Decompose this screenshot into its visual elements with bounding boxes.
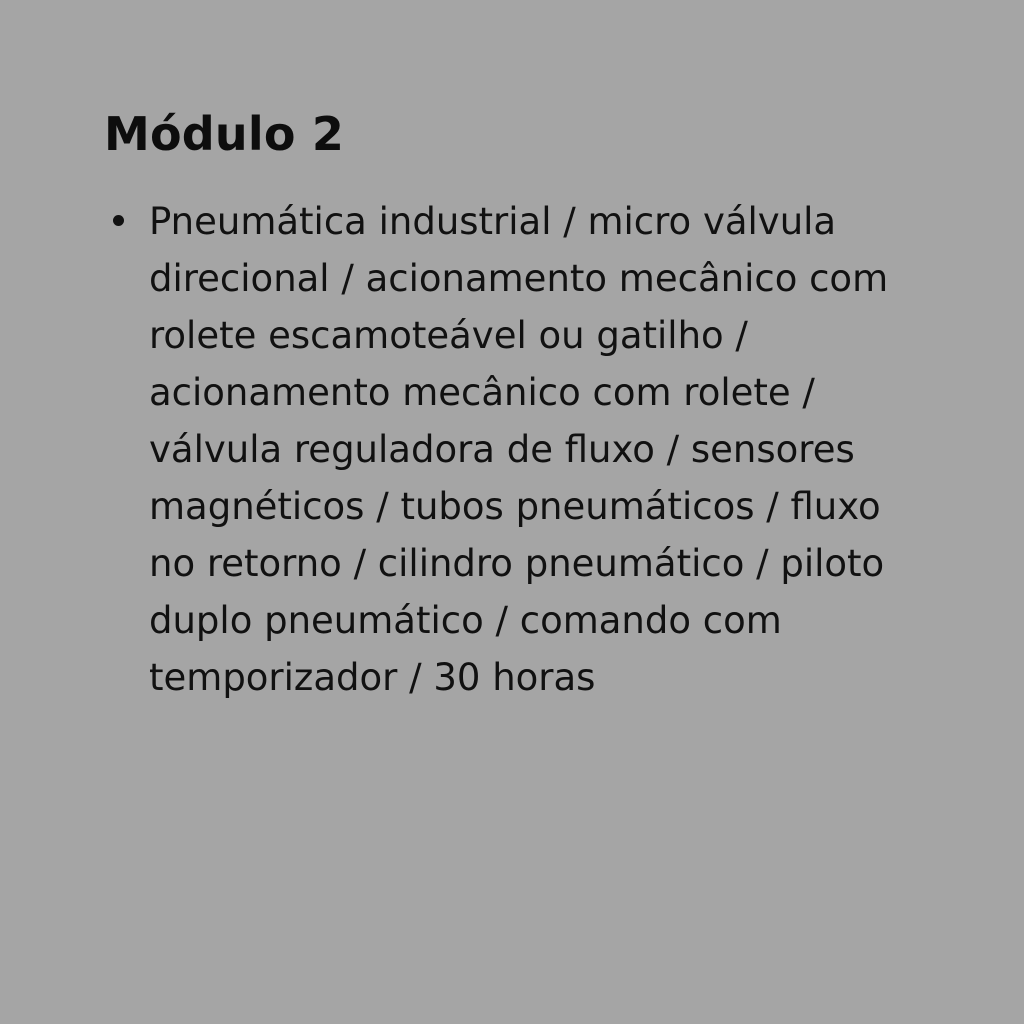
bullet-icon	[113, 215, 124, 226]
module-title: Módulo 2	[104, 107, 345, 161]
topic-line-3: rolete escamoteável ou gatilho /	[149, 314, 748, 357]
module-topics-list	[0, 193, 959, 706]
topic-line-2: direcional / acionamento mecânico com	[149, 257, 889, 300]
topic-line-7: no retorno / cilindro pneumático / piloto	[149, 542, 885, 585]
topic-line-9: temporizador / 30 horas	[149, 656, 596, 699]
topic-line-1: Pneumática industrial / micro válvula	[149, 200, 837, 243]
topic-line-4: acionamento mecânico com rolete /	[149, 371, 815, 414]
topic-line-8: duplo pneumático / comando com	[149, 599, 782, 642]
list-item	[0, 193, 959, 706]
topic-line-6: magnéticos / tubos pneumáticos / fluxo	[149, 485, 881, 528]
topic-line-5: válvula reguladora de fluxo / sensores	[149, 428, 855, 471]
